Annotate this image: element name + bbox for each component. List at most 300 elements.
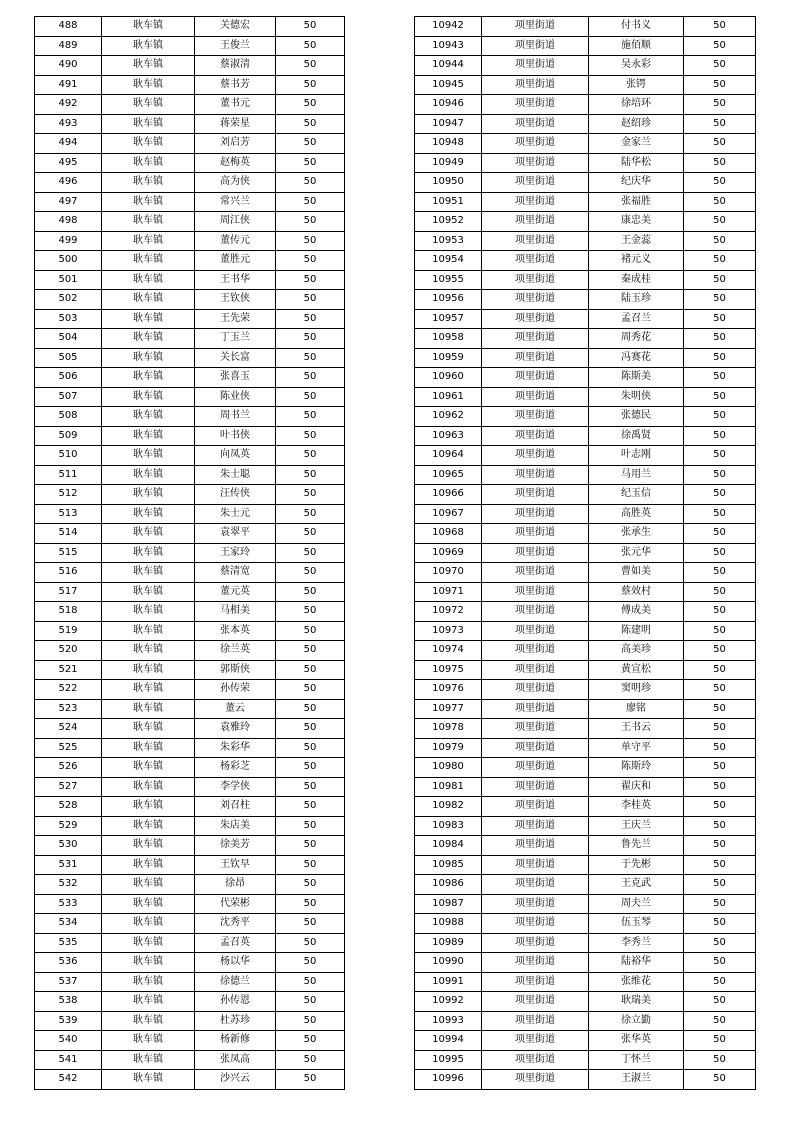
table-row — [415, 680, 756, 700]
cell-name: 蔡清宽 — [195, 563, 276, 583]
cell-town: 耿车镇 — [102, 173, 195, 193]
cell-town: 项里街道 — [482, 368, 589, 388]
table-row — [35, 17, 345, 37]
cell-amount: 50 — [684, 972, 756, 992]
table-row — [35, 914, 345, 934]
cell-name: 王淑兰 — [589, 1070, 684, 1090]
cell-town: 耿车镇 — [102, 953, 195, 973]
cell-amount: 50 — [684, 660, 756, 680]
cell-town: 耿车镇 — [102, 894, 195, 914]
table-row — [35, 153, 345, 173]
table-row — [35, 758, 345, 778]
cell-name: 丁玉兰 — [195, 329, 276, 349]
cell-name: 赵绍珍 — [589, 114, 684, 134]
cell-name: 廖铭 — [589, 699, 684, 719]
cell-town: 项里街道 — [482, 329, 589, 349]
cell-amount: 50 — [276, 660, 345, 680]
cell-index: 533 — [35, 894, 102, 914]
cell-amount: 50 — [276, 1070, 345, 1090]
table-row — [35, 387, 345, 407]
table-row — [415, 777, 756, 797]
cell-name: 刘召柱 — [195, 797, 276, 817]
cell-index: 10960 — [415, 368, 482, 388]
cell-amount: 50 — [684, 1011, 756, 1031]
cell-index: 10978 — [415, 719, 482, 739]
cell-name: 杨彩芝 — [195, 758, 276, 778]
cell-town: 耿车镇 — [102, 407, 195, 427]
table-row — [35, 75, 345, 95]
cell-amount: 50 — [276, 95, 345, 115]
cell-index: 528 — [35, 797, 102, 817]
cell-town: 耿车镇 — [102, 777, 195, 797]
cell-town: 项里街道 — [482, 543, 589, 563]
cell-town: 项里街道 — [482, 797, 589, 817]
cell-town: 耿车镇 — [102, 134, 195, 154]
table-row — [35, 251, 345, 271]
cell-index: 10965 — [415, 465, 482, 485]
cell-index: 489 — [35, 36, 102, 56]
cell-name: 康忠美 — [589, 212, 684, 232]
table-row — [35, 621, 345, 641]
cell-name: 施佰顺 — [589, 36, 684, 56]
cell-amount: 50 — [684, 348, 756, 368]
cell-index: 10975 — [415, 660, 482, 680]
cell-town: 项里街道 — [482, 816, 589, 836]
cell-name: 张本英 — [195, 621, 276, 641]
table-row — [35, 329, 345, 349]
cell-amount: 50 — [684, 251, 756, 271]
table-row — [415, 1011, 756, 1031]
cell-amount: 50 — [276, 894, 345, 914]
cell-town: 项里街道 — [482, 992, 589, 1012]
cell-town: 耿车镇 — [102, 1031, 195, 1051]
cell-index: 10950 — [415, 173, 482, 193]
cell-town: 项里街道 — [482, 192, 589, 212]
cell-town: 项里街道 — [482, 270, 589, 290]
cell-index: 10959 — [415, 348, 482, 368]
table-row — [415, 563, 756, 583]
table-row — [35, 485, 345, 505]
table-row — [35, 602, 345, 622]
cell-town: 项里街道 — [482, 972, 589, 992]
cell-town: 项里街道 — [482, 738, 589, 758]
cell-index: 10958 — [415, 329, 482, 349]
cell-name: 孙传荣 — [195, 680, 276, 700]
cell-name: 马相美 — [195, 602, 276, 622]
table-row — [35, 114, 345, 134]
cell-name: 袁翠平 — [195, 524, 276, 544]
cell-index: 496 — [35, 173, 102, 193]
table-row — [415, 504, 756, 524]
cell-town: 耿车镇 — [102, 348, 195, 368]
cell-amount: 50 — [276, 738, 345, 758]
cell-town: 耿车镇 — [102, 738, 195, 758]
table-row — [415, 894, 756, 914]
cell-index: 10971 — [415, 582, 482, 602]
cell-town: 项里街道 — [482, 173, 589, 193]
cell-town: 项里街道 — [482, 1031, 589, 1051]
cell-index: 511 — [35, 465, 102, 485]
cell-name: 周江侠 — [195, 212, 276, 232]
table-row — [415, 1050, 756, 1070]
cell-town: 项里街道 — [482, 446, 589, 466]
cell-name: 杜苏珍 — [195, 1011, 276, 1031]
cell-name: 张华英 — [589, 1031, 684, 1051]
cell-amount: 50 — [276, 153, 345, 173]
cell-amount: 50 — [684, 17, 756, 37]
cell-index: 538 — [35, 992, 102, 1012]
cell-name: 董云 — [195, 699, 276, 719]
cell-amount: 50 — [276, 816, 345, 836]
table-row — [415, 621, 756, 641]
cell-town: 耿车镇 — [102, 368, 195, 388]
cell-town: 耿车镇 — [102, 309, 195, 329]
cell-name: 纪玉信 — [589, 485, 684, 505]
table-row — [35, 699, 345, 719]
cell-amount: 50 — [684, 387, 756, 407]
cell-town: 项里街道 — [482, 485, 589, 505]
table-row — [415, 953, 756, 973]
cell-town: 耿车镇 — [102, 641, 195, 661]
cell-town: 耿车镇 — [102, 329, 195, 349]
cell-amount: 50 — [684, 407, 756, 427]
cell-index: 10949 — [415, 153, 482, 173]
cell-name: 周秀花 — [589, 329, 684, 349]
cell-town: 耿车镇 — [102, 446, 195, 466]
cell-amount: 50 — [276, 446, 345, 466]
cell-index: 502 — [35, 290, 102, 310]
cell-name: 高美珍 — [589, 641, 684, 661]
cell-index: 509 — [35, 426, 102, 446]
cell-amount: 50 — [276, 36, 345, 56]
cell-amount: 50 — [684, 270, 756, 290]
cell-index: 505 — [35, 348, 102, 368]
cell-amount: 50 — [684, 582, 756, 602]
cell-index: 10964 — [415, 446, 482, 466]
cell-index: 10963 — [415, 426, 482, 446]
cell-amount: 50 — [276, 387, 345, 407]
cell-amount: 50 — [276, 348, 345, 368]
cell-amount: 50 — [276, 270, 345, 290]
cell-index: 10985 — [415, 855, 482, 875]
table-row — [35, 270, 345, 290]
cell-town: 耿车镇 — [102, 270, 195, 290]
cell-name: 王庆兰 — [589, 816, 684, 836]
cell-name: 陈斯玲 — [589, 758, 684, 778]
cell-name: 张凤高 — [195, 1050, 276, 1070]
table-row — [415, 543, 756, 563]
cell-name: 王书云 — [589, 719, 684, 739]
table-row — [415, 836, 756, 856]
table-row — [415, 17, 756, 37]
cell-town: 项里街道 — [482, 719, 589, 739]
cell-town: 项里街道 — [482, 251, 589, 271]
cell-town: 耿车镇 — [102, 582, 195, 602]
cell-index: 491 — [35, 75, 102, 95]
cell-town: 耿车镇 — [102, 933, 195, 953]
cell-town: 耿车镇 — [102, 36, 195, 56]
cell-town: 耿车镇 — [102, 914, 195, 934]
table-row — [415, 212, 756, 232]
cell-town: 耿车镇 — [102, 17, 195, 37]
cell-index: 541 — [35, 1050, 102, 1070]
cell-town: 项里街道 — [482, 212, 589, 232]
cell-name: 孙传恩 — [195, 992, 276, 1012]
cell-amount: 50 — [276, 758, 345, 778]
table-row — [415, 933, 756, 953]
cell-town: 项里街道 — [482, 95, 589, 115]
table-row — [35, 524, 345, 544]
cell-amount: 50 — [684, 36, 756, 56]
cell-name: 沙兴云 — [195, 1070, 276, 1090]
cell-name: 蔡淑清 — [195, 56, 276, 76]
cell-index: 10952 — [415, 212, 482, 232]
cell-amount: 50 — [684, 134, 756, 154]
cell-town: 项里街道 — [482, 621, 589, 641]
cell-index: 10974 — [415, 641, 482, 661]
cell-amount: 50 — [684, 75, 756, 95]
cell-name: 秦成桂 — [589, 270, 684, 290]
cell-name: 常兴兰 — [195, 192, 276, 212]
table-row — [35, 719, 345, 739]
cell-index: 530 — [35, 836, 102, 856]
table-row — [415, 153, 756, 173]
cell-index: 515 — [35, 543, 102, 563]
table-row — [415, 1031, 756, 1051]
cell-index: 10966 — [415, 485, 482, 505]
table-row — [415, 251, 756, 271]
cell-name: 叶书侠 — [195, 426, 276, 446]
cell-index: 499 — [35, 231, 102, 251]
table-row — [35, 875, 345, 895]
cell-index: 507 — [35, 387, 102, 407]
table-row — [415, 738, 756, 758]
cell-index: 10993 — [415, 1011, 482, 1031]
table-row — [35, 894, 345, 914]
cell-town: 项里街道 — [482, 36, 589, 56]
cell-town: 项里街道 — [482, 699, 589, 719]
table-row — [35, 777, 345, 797]
table-row — [415, 1070, 756, 1090]
cell-town: 耿车镇 — [102, 1070, 195, 1090]
cell-amount: 50 — [684, 992, 756, 1012]
table-row — [415, 972, 756, 992]
cell-name: 代荣彬 — [195, 894, 276, 914]
table-row — [35, 836, 345, 856]
table-row — [415, 699, 756, 719]
cell-amount: 50 — [276, 914, 345, 934]
cell-index: 10943 — [415, 36, 482, 56]
cell-name: 张喜玉 — [195, 368, 276, 388]
cell-name: 周夫兰 — [589, 894, 684, 914]
cell-amount: 50 — [684, 816, 756, 836]
cell-name: 张元华 — [589, 543, 684, 563]
cell-town: 项里街道 — [482, 524, 589, 544]
cell-amount: 50 — [684, 446, 756, 466]
cell-index: 10968 — [415, 524, 482, 544]
cell-amount: 50 — [684, 153, 756, 173]
cell-amount: 50 — [276, 465, 345, 485]
cell-name: 曹如美 — [589, 563, 684, 583]
cell-name: 董书元 — [195, 95, 276, 115]
table-row — [415, 719, 756, 739]
cell-index: 495 — [35, 153, 102, 173]
cell-name: 伍玉琴 — [589, 914, 684, 934]
cell-name: 李学侠 — [195, 777, 276, 797]
cell-town: 耿车镇 — [102, 290, 195, 310]
cell-town: 耿车镇 — [102, 465, 195, 485]
cell-name: 高为侠 — [195, 173, 276, 193]
cell-town: 项里街道 — [482, 894, 589, 914]
cell-town: 项里街道 — [482, 153, 589, 173]
cell-index: 10980 — [415, 758, 482, 778]
cell-amount: 50 — [684, 797, 756, 817]
cell-town: 耿车镇 — [102, 153, 195, 173]
cell-name: 沈秀平 — [195, 914, 276, 934]
cell-town: 项里街道 — [482, 75, 589, 95]
cell-name: 徐立勤 — [589, 1011, 684, 1031]
cell-town: 耿车镇 — [102, 797, 195, 817]
cell-town: 项里街道 — [482, 777, 589, 797]
cell-amount: 50 — [684, 914, 756, 934]
cell-amount: 50 — [276, 134, 345, 154]
cell-amount: 50 — [276, 114, 345, 134]
cell-amount: 50 — [684, 602, 756, 622]
table-row — [35, 173, 345, 193]
cell-town: 耿车镇 — [102, 387, 195, 407]
cell-town: 项里街道 — [482, 953, 589, 973]
table-row — [415, 816, 756, 836]
cell-amount: 50 — [276, 212, 345, 232]
cell-town: 耿车镇 — [102, 543, 195, 563]
cell-index: 10995 — [415, 1050, 482, 1070]
table-row — [35, 582, 345, 602]
cell-index: 517 — [35, 582, 102, 602]
cell-name: 张锷 — [589, 75, 684, 95]
cell-name: 朱明侠 — [589, 387, 684, 407]
cell-index: 10946 — [415, 95, 482, 115]
cell-amount: 50 — [684, 173, 756, 193]
cell-name: 王克武 — [589, 875, 684, 895]
cell-town: 耿车镇 — [102, 251, 195, 271]
cell-name: 窦明珍 — [589, 680, 684, 700]
cell-town: 项里街道 — [482, 134, 589, 154]
cell-amount: 50 — [276, 582, 345, 602]
cell-town: 耿车镇 — [102, 855, 195, 875]
cell-town: 项里街道 — [482, 660, 589, 680]
cell-index: 529 — [35, 816, 102, 836]
cell-amount: 50 — [684, 485, 756, 505]
table-row — [35, 212, 345, 232]
cell-index: 10954 — [415, 251, 482, 271]
cell-amount: 50 — [684, 1050, 756, 1070]
cell-name: 杨以华 — [195, 953, 276, 973]
table-row — [415, 270, 756, 290]
table-row — [415, 309, 756, 329]
cell-amount: 50 — [276, 407, 345, 427]
table-row — [35, 95, 345, 115]
cell-name: 王钦早 — [195, 855, 276, 875]
table-row — [415, 290, 756, 310]
cell-amount: 50 — [276, 972, 345, 992]
cell-town: 耿车镇 — [102, 1011, 195, 1031]
cell-index: 537 — [35, 972, 102, 992]
cell-town: 项里街道 — [482, 933, 589, 953]
cell-index: 10979 — [415, 738, 482, 758]
cell-amount: 50 — [276, 192, 345, 212]
table-row — [35, 56, 345, 76]
cell-index: 539 — [35, 1011, 102, 1031]
cell-town: 项里街道 — [482, 348, 589, 368]
cell-amount: 50 — [276, 602, 345, 622]
table-row — [35, 426, 345, 446]
cell-name: 陈业侠 — [195, 387, 276, 407]
cell-amount: 50 — [684, 953, 756, 973]
cell-town: 耿车镇 — [102, 192, 195, 212]
cell-name: 耿瑞美 — [589, 992, 684, 1012]
cell-index: 524 — [35, 719, 102, 739]
cell-amount: 50 — [276, 543, 345, 563]
cell-index: 10957 — [415, 309, 482, 329]
cell-town: 项里街道 — [482, 504, 589, 524]
cell-name: 徐美芳 — [195, 836, 276, 856]
cell-name: 陈斯美 — [589, 368, 684, 388]
cell-town: 耿车镇 — [102, 992, 195, 1012]
cell-amount: 50 — [276, 1050, 345, 1070]
cell-town: 耿车镇 — [102, 504, 195, 524]
cell-amount: 50 — [684, 855, 756, 875]
cell-amount: 50 — [276, 368, 345, 388]
cell-amount: 50 — [276, 75, 345, 95]
cell-amount: 50 — [684, 621, 756, 641]
cell-index: 540 — [35, 1031, 102, 1051]
cell-town: 耿车镇 — [102, 1050, 195, 1070]
cell-name: 黄宣松 — [589, 660, 684, 680]
table-row — [35, 797, 345, 817]
cell-name: 张德民 — [589, 407, 684, 427]
cell-amount: 50 — [684, 836, 756, 856]
cell-index: 10977 — [415, 699, 482, 719]
cell-amount: 50 — [684, 114, 756, 134]
cell-index: 10992 — [415, 992, 482, 1012]
cell-index: 10972 — [415, 602, 482, 622]
cell-index: 10962 — [415, 407, 482, 427]
cell-amount: 50 — [276, 173, 345, 193]
cell-index: 10982 — [415, 797, 482, 817]
table-row — [35, 290, 345, 310]
cell-index: 523 — [35, 699, 102, 719]
cell-amount: 50 — [684, 1031, 756, 1051]
cell-town: 项里街道 — [482, 56, 589, 76]
cell-index: 10989 — [415, 933, 482, 953]
cell-amount: 50 — [684, 933, 756, 953]
cell-name: 董元英 — [195, 582, 276, 602]
cell-index: 501 — [35, 270, 102, 290]
cell-town: 项里街道 — [482, 387, 589, 407]
cell-amount: 50 — [276, 992, 345, 1012]
table-row — [415, 602, 756, 622]
cell-town: 项里街道 — [482, 641, 589, 661]
cell-town: 项里街道 — [482, 563, 589, 583]
table-row — [35, 368, 345, 388]
cell-index: 10981 — [415, 777, 482, 797]
cell-name: 徐兰英 — [195, 641, 276, 661]
cell-amount: 50 — [684, 368, 756, 388]
table-row — [35, 504, 345, 524]
cell-amount: 50 — [276, 1011, 345, 1031]
cell-index: 488 — [35, 17, 102, 37]
cell-amount: 50 — [684, 699, 756, 719]
